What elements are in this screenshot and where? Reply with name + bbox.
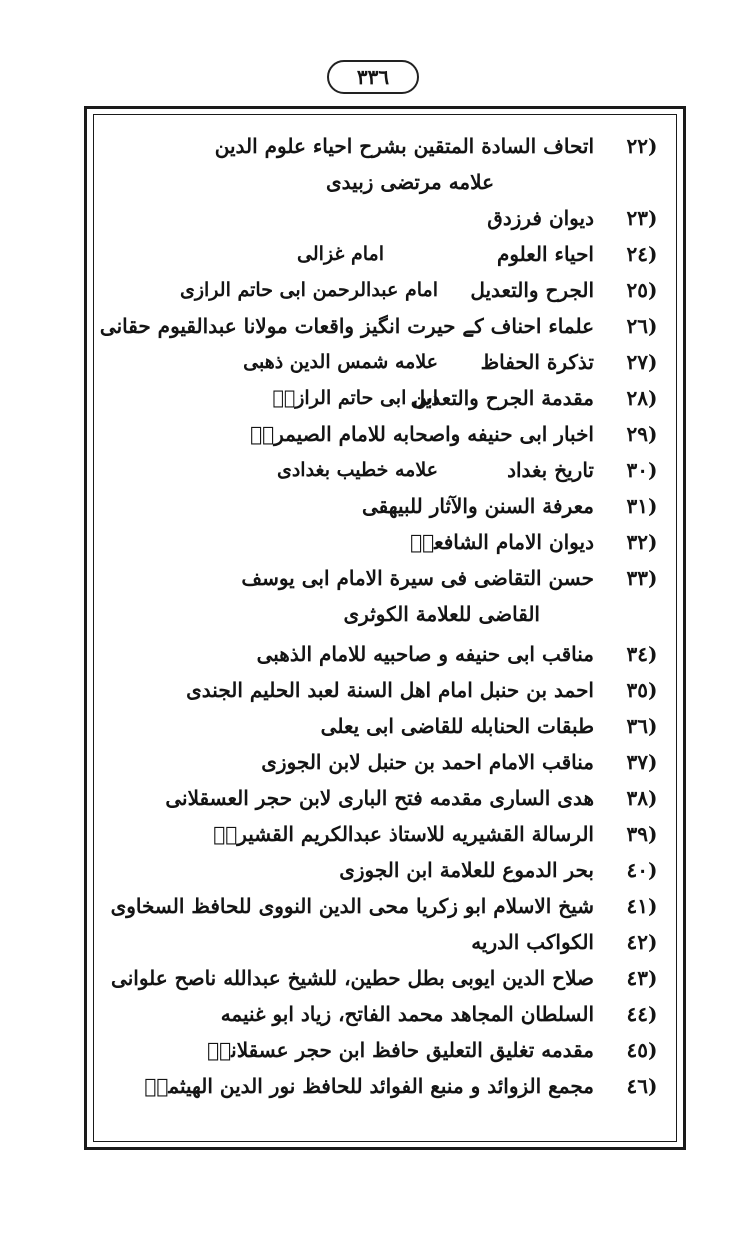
entry-title: هدی الساری مقدمه فتح الباری لابن حجر العسقلانی [165,786,594,810]
entry-title: طبقات الحنابله للقاضی ابی یعلی [320,714,594,738]
entry-number: (٣٠ [626,458,658,482]
entry-title: صلاح الدین ایوبی بطل حطین، للشیخ عبدالله ناصح علوانی [111,966,594,990]
list-item [100,526,672,560]
list-item [100,890,672,924]
entry-number: (٢٢ [626,134,658,158]
entry-title: تاریخ بغداد [507,458,594,482]
entry-number: (٢٥ [626,278,658,302]
entry-number: (٣٣ [626,566,658,590]
list-item [100,1034,672,1068]
list-item [100,490,672,524]
entry-title: دیوان الامام الشافعیؒ [410,530,594,554]
entry-title: تذکرة الحفاظ [480,350,594,374]
entry-title: علماء احناف کے حیرت انگیز واقعات مولانا عبدالقیوم حقانی [99,314,594,338]
entry-number: (٤٤ [626,1002,658,1026]
entry-number: (٤٦ [626,1074,658,1098]
entry-title: الجرح والتعدیل [470,278,594,302]
entry-author: امام غزالی [297,243,384,265]
entry-number: (٢٦ [626,314,658,338]
list-item [100,746,672,780]
entry-author: امام عبدالرحمن ابی حاتم الرازی [179,279,438,301]
entry-number: (٢٧ [626,350,658,374]
list-item [100,454,672,488]
bibliography-list [100,118,672,1138]
list-item [100,202,672,236]
entry-title: الرسالة القشیریه للاستاذ عبدالکریم القشیریؒ [213,822,594,846]
list-item [100,274,672,308]
entry-number: (٣٢ [626,530,658,554]
entry-title: مقدمة الجرح والتعدیل [410,386,594,410]
entry-number: (٢٤ [626,242,658,266]
list-item [100,382,672,416]
entry-title: معرفة السنن والآثار للبیهقی [361,494,594,518]
list-item [100,310,672,344]
entry-number: (٣٦ [626,714,658,738]
entry-number: (٤٣ [626,966,658,990]
list-item [100,418,672,452]
list-item [100,962,672,996]
page-number-text: ٣٣٦ [356,65,390,89]
list-item [100,674,672,708]
list-item [100,926,672,960]
entry-number: (٤٠ [626,858,658,882]
entry-number: (٣٥ [626,678,658,702]
list-item [100,238,672,272]
entry-number: (٣٨ [626,786,658,810]
entry-number: (٢٩ [626,422,658,446]
entry-title: اخبار ابی حنیفه واصحابه للامام الصیمریؒ [250,422,594,446]
list-item [100,782,672,816]
list-item [100,998,672,1032]
entry-number: (٣٩ [626,822,658,846]
entry-title: احیاء العلوم [496,242,594,266]
entry-continuation: القاضی للعلامة الکوثری [343,602,540,626]
entry-title: شیخ الاسلام ابو زکریا محی الدین النووی للحافظ السخاوی [110,894,594,918]
entry-number: (٣١ [626,494,658,518]
list-item [100,1070,672,1104]
page-number [327,60,419,94]
entry-number: (٣٤ [626,642,658,666]
list-item [100,562,672,596]
entry-title: مناقب الامام احمد بن حنبل لابن الجوزی [261,750,594,774]
entry-title: بحر الدموع للعلامة ابن الجوزی [339,858,594,882]
entry-number: (٢٨ [626,386,658,410]
entry-title: احمد بن حنبل امام اهل السنة لعبد الحلیم الجندی [186,678,594,702]
entry-number: (٤١ [626,894,658,918]
entry-title: دیوان فرزدق [487,206,594,230]
entry-number: (٣٧ [626,750,658,774]
entry-author: علامه شمس الدین ذهبی [243,351,438,373]
entry-title: حسن التقاضی فی سیرة الامام ابی یوسف [241,566,594,590]
list-item [100,854,672,888]
list-item [100,130,672,164]
list-item [100,346,672,380]
list-item [100,818,672,852]
entry-author: ابن ابی حاتم الرازیؒ [272,387,438,409]
entry-author: علامه خطیب بغدادی [276,459,438,481]
entry-number: (٤٢ [626,930,658,954]
entry-number: (٤٥ [626,1038,658,1062]
list-item [100,710,672,744]
entry-title: مقدمه تغلیق التعلیق حافظ ابن حجر عسقلانیؒ [207,1038,594,1062]
entry-title: مناقب ابی حنیفه و صاحبیه للامام الذهبی [256,642,594,666]
entry-number: (٢٣ [626,206,658,230]
entry-title: مجمع الزوائد و منبع الفوائد للحافظ نور الدین الهیثمیؒ [144,1074,594,1098]
entry-title: الکواکب الدریه [471,930,594,954]
entry-title: اتحاف السادة المتقين بشرح احياء علوم الدين [214,134,594,158]
entry-title: السلطان المجاهد محمد الفاتح، زیاد ابو غنیمه [220,1002,594,1026]
list-item [100,638,672,672]
entry-continuation: علامه مرتضی زبیدی [326,170,494,194]
